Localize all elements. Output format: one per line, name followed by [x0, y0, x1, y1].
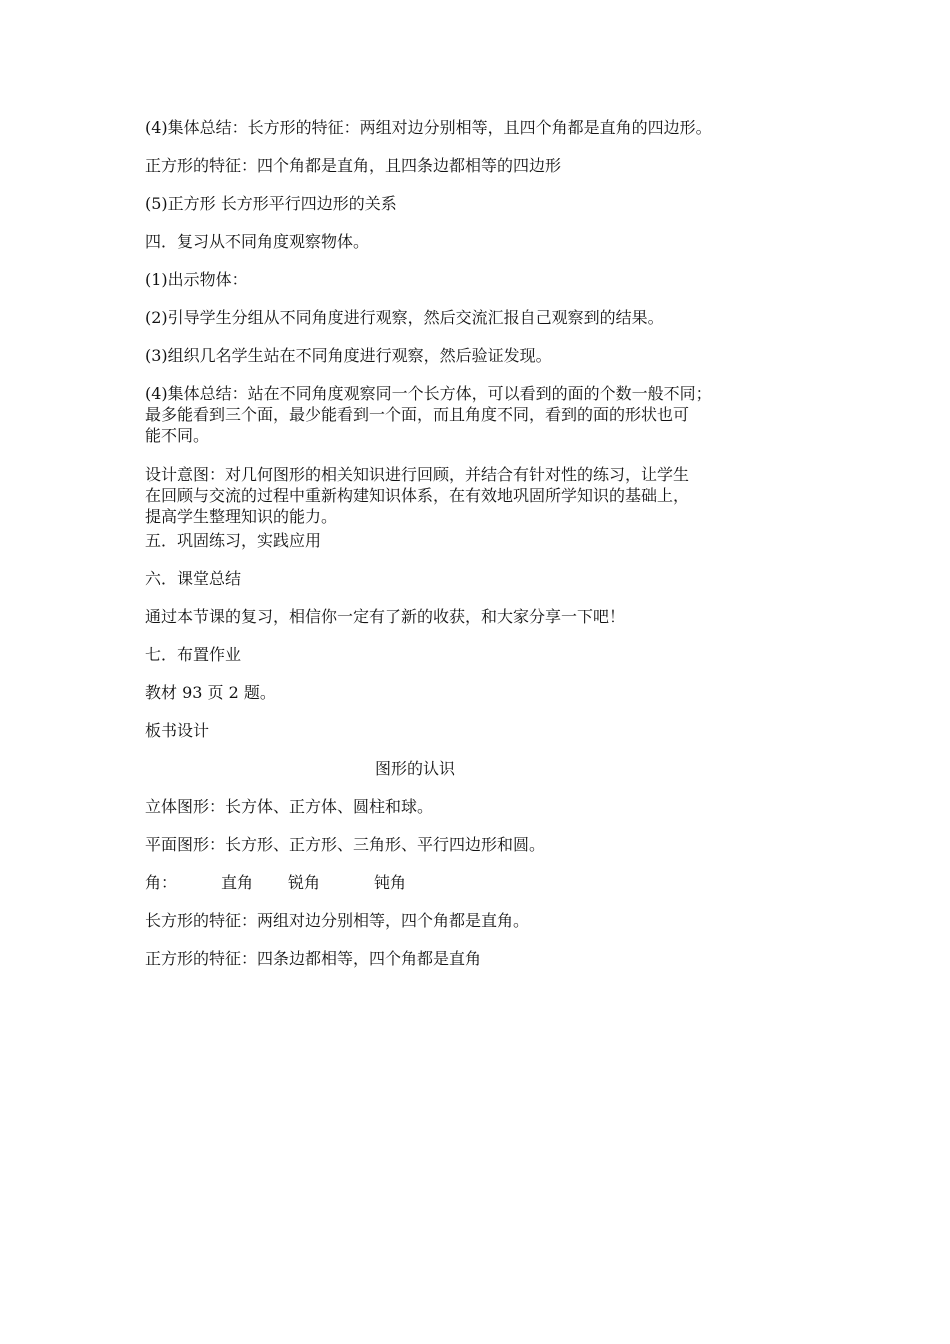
board-line-angles	[145, 872, 815, 893]
board-line-rectangle-feature: 长方形的特征：两组对边分别相等，四个角都是直角。	[145, 911, 530, 930]
angle-right: 直角	[221, 873, 254, 892]
design-intent-line-3: 提高学生整理知识的能力。	[145, 507, 338, 526]
summary-paragraph-line-3: 能不同。	[145, 426, 210, 445]
text-line-square-feature: 正方形的特征：四个角都是直角，且四条边都相等的四边形	[145, 156, 562, 175]
text-line-shape-relationship: (5)正方形 长方形平行四边形的关系	[145, 194, 397, 213]
board-line-plane-shapes: 平面图形：长方形、正方形、三角形、平行四边形和圆。	[145, 835, 546, 854]
section-heading-observe-objects: 四．复习从不同角度观察物体。	[145, 232, 370, 251]
text-line-share: 通过本节课的复习，相信你一定有了新的收获，和大家分享一下吧！	[145, 607, 626, 626]
summary-paragraph-line-1: (4)集体总结：站在不同角度观察同一个长方体，可以看到的面的个数一般不同；	[145, 384, 712, 403]
text-line-group-observe: (2)引导学生分组从不同角度进行观察，然后交流汇报自己观察到的结果。	[145, 308, 664, 327]
board-line-square-feature: 正方形的特征：四条边都相等，四个角都是直角	[145, 949, 482, 968]
angle-obtuse: 钝角	[374, 873, 407, 892]
text-line-textbook-page: 教材 93 页 2 题。	[145, 683, 276, 702]
text-line-summary-rectangle: (4)集体总结：长方形的特征：两组对边分别相等，且四个角都是直角的四边形。	[145, 118, 712, 137]
section-heading-practice: 五．巩固练习，实践应用	[145, 531, 322, 550]
summary-paragraph-line-2: 最多能看到三个面，最少能看到一个面，而且角度不同，看到的面的形状也可	[145, 405, 690, 424]
section-heading-homework: 七．布置作业	[145, 645, 242, 664]
section-heading-board-design: 板书设计	[145, 721, 210, 740]
section-heading-class-summary: 六．课堂总结	[145, 569, 242, 588]
board-title: 图形的认识	[375, 759, 456, 778]
text-line-show-object: (1)出示物体：	[145, 270, 248, 289]
angle-label: 角：	[145, 873, 178, 892]
text-line-students-verify: (3)组织几名学生站在不同角度进行观察，然后验证发现。	[145, 346, 552, 365]
design-intent-line-1: 设计意图：对几何图形的相关知识进行回顾，并结合有针对性的练习，让学生	[145, 465, 690, 484]
angle-acute: 锐角	[288, 873, 321, 892]
design-intent-line-2: 在回顾与交流的过程中重新构建知识体系，在有效地巩固所学知识的基础上，	[145, 486, 690, 505]
board-line-solid-shapes: 立体图形：长方体、正方体、圆柱和球。	[145, 797, 434, 816]
